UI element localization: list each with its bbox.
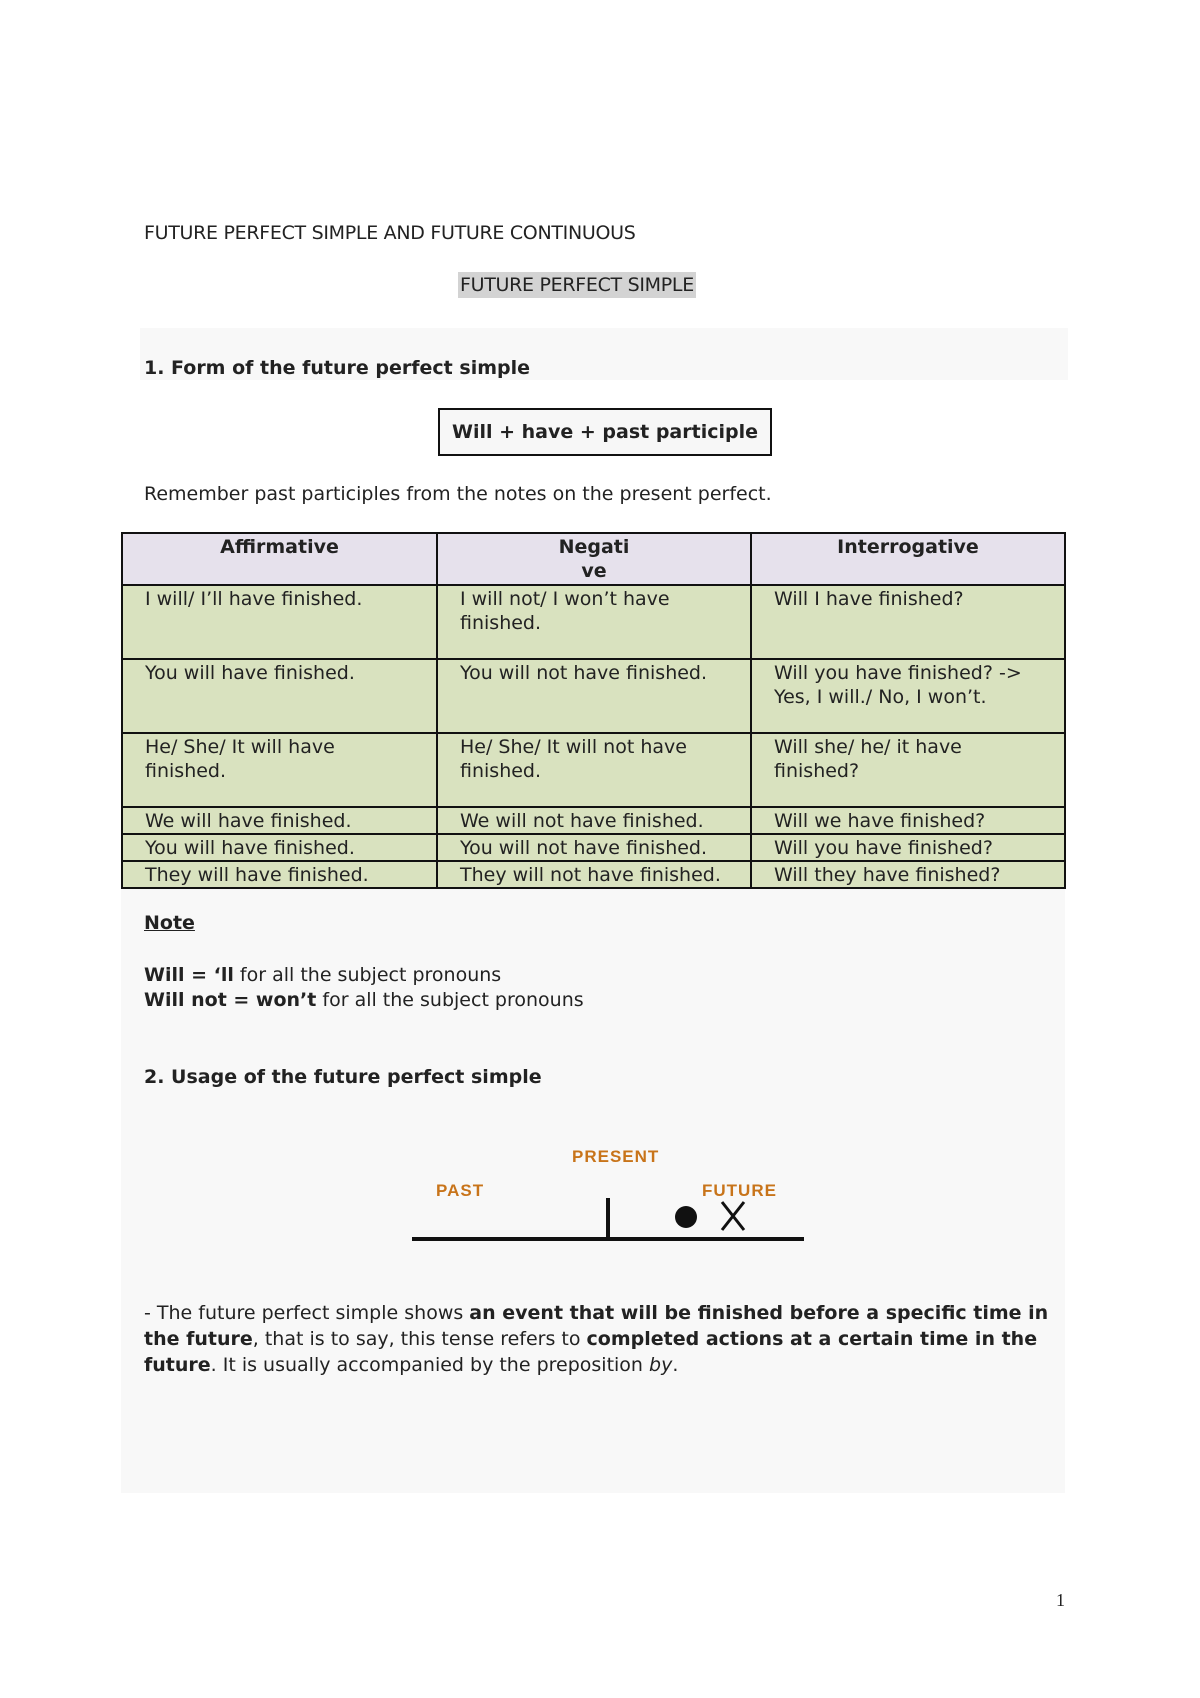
usage-heading: 2. Usage of the future perfect simple	[144, 1066, 542, 1088]
table-cell: Will we have finished?	[751, 807, 1065, 834]
table-cell: You will not have finished.	[437, 659, 751, 733]
table-cell: Will you have finished?	[751, 834, 1065, 861]
table-header-affirmative: Affirmative	[122, 533, 437, 585]
note-label: Note	[144, 912, 195, 934]
usage-italic: by	[649, 1354, 673, 1376]
section-heading: FUTURE PERFECT SIMPLE	[460, 274, 694, 296]
table-header-negative: Negati ve	[437, 533, 751, 585]
table-cell: He/ She/ It will not have finished.	[437, 733, 751, 807]
document-title: FUTURE PERFECT SIMPLE AND FUTURE CONTINUOUS	[144, 222, 636, 244]
usage-text: , that is to say, this tense refers to	[252, 1328, 587, 1350]
table-cell: Will she/ he/ it have finished?	[751, 733, 1065, 807]
note-bold: Will not = won’t	[144, 989, 317, 1011]
usage-bold: completed actions at a certain time in the future	[144, 1328, 1038, 1376]
table-cell: We will not have finished.	[437, 807, 751, 834]
formula-box: Will + have + past participle	[438, 408, 772, 456]
table-cell: Will you have finished? -> Yes, I will./ No, I won’t.	[751, 659, 1065, 733]
table-cell: You will not have finished.	[437, 834, 751, 861]
note-line	[144, 989, 584, 1011]
table-cell: Will I have finished?	[751, 585, 1065, 659]
table-header-row	[122, 533, 1065, 585]
table-cell: We will have finished.	[122, 807, 437, 834]
table-header-interrogative: Interrogative	[751, 533, 1065, 585]
usage-text: .	[672, 1354, 679, 1376]
timeline-present-label: PRESENT	[572, 1147, 660, 1166]
usage-paragraph	[144, 1300, 1050, 1378]
table-row	[122, 807, 1065, 834]
table-cell: You will have finished.	[122, 659, 437, 733]
table-cell: You will have finished.	[122, 834, 437, 861]
table-row	[122, 861, 1065, 888]
table-cell: I will not/ I won’t have finished.	[437, 585, 751, 659]
table-row	[122, 834, 1065, 861]
conjugation-table	[121, 532, 1066, 889]
timeline-diagram	[408, 1140, 808, 1250]
usage-bold: an event that will be finished before a specific time in the future	[144, 1302, 1049, 1350]
timeline-future-cross	[722, 1202, 744, 1230]
table-cell: He/ She/ It will have finished.	[122, 733, 437, 807]
table-cell: I will/ I’ll have finished.	[122, 585, 437, 659]
timeline-event-dot	[675, 1206, 697, 1228]
note-line	[144, 964, 501, 986]
table-cell: They will not have finished.	[437, 861, 751, 888]
usage-text: . It is usually accompanied by the preposition	[210, 1354, 650, 1376]
form-heading: 1. Form of the future perfect simple	[144, 357, 531, 379]
note-bold: Will = ‘ll	[144, 964, 234, 986]
timeline-future-label: FUTURE	[702, 1181, 777, 1200]
note-text: for all the subject pronouns	[233, 964, 502, 986]
table-row	[122, 585, 1065, 659]
timeline-past-label: PAST	[436, 1181, 485, 1200]
table-cell: Will they have finished?	[751, 861, 1065, 888]
remember-text: Remember past participles from the notes on the present perfect.	[144, 483, 772, 505]
table-row	[122, 733, 1065, 807]
table-row	[122, 659, 1065, 733]
table-cell: They will have finished.	[122, 861, 437, 888]
note-text: for all the subject pronouns	[316, 989, 584, 1011]
usage-text: - The future perfect simple shows	[144, 1302, 470, 1324]
page-number: 1	[1056, 1590, 1065, 1610]
